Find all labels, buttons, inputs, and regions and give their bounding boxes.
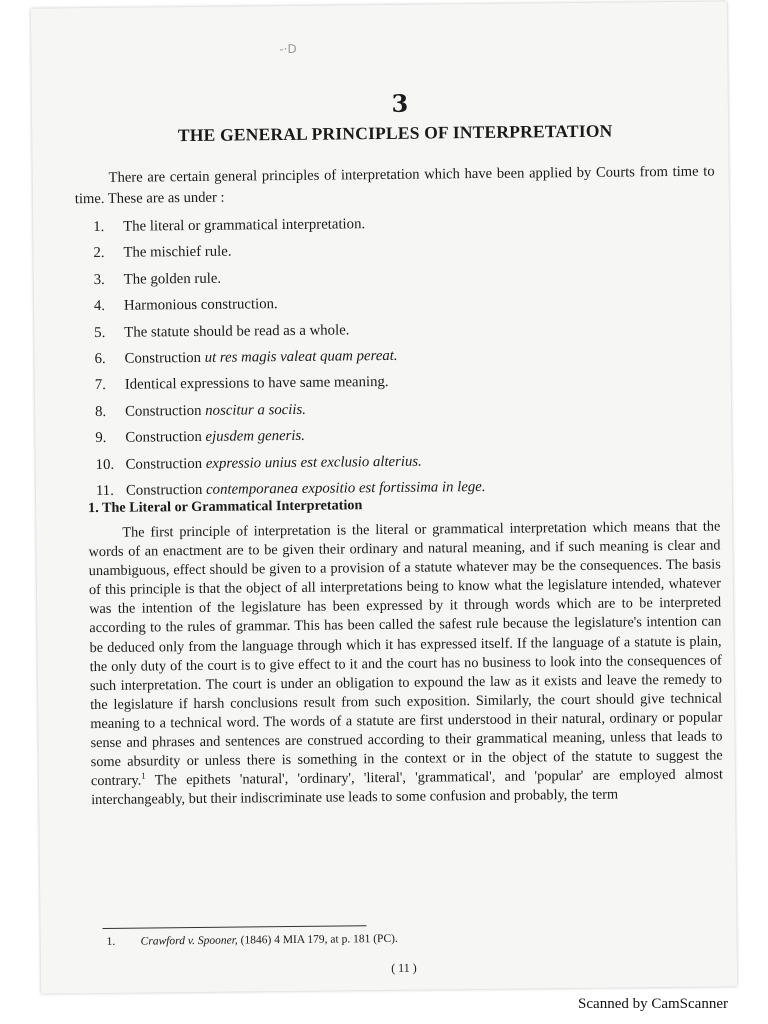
page-number: ( 11 ): [391, 960, 417, 975]
list-item: 2. The mischief rule.: [93, 243, 232, 262]
list-item: 9. Construction ejusdem generis.: [95, 427, 306, 447]
chapter-title: THE GENERAL PRINCIPLES OF INTERPRETATION: [177, 120, 613, 146]
principles-list: [93, 208, 696, 505]
list-item: 6. Construction ut res magis valeat quam pereat.: [94, 347, 398, 367]
list-item: 1. The literal or grammatical interpretation.: [93, 216, 366, 236]
footnote-reference: 1: [141, 770, 146, 782]
footnote: 1. Crawford v. Spooner, (1846) 4 MIA 179, at p. 181 (PC).: [106, 932, 398, 948]
body-text-part-2: The epithets 'natural', 'ordinary', 'literal', 'grammatical', and 'popular' are employed almost interchangeably, but their indiscriminate use leads to some confusion and probably, the term: [91, 766, 724, 809]
scanner-watermark: Scanned by CamScanner: [578, 996, 728, 1012]
intro-paragraph: There are certain general principles of interpretation which have been applied by Courts from time to time. These are as under :: [74, 163, 715, 208]
section-body: [88, 517, 723, 810]
footnote-divider: [102, 925, 366, 929]
list-item: 11. Construction contemporanea expositio est fortissima in lege.: [95, 478, 486, 499]
stray-pen-mark: -·D: [279, 41, 297, 57]
list-item: 10. Construction expressio unius est exclusio alterius.: [95, 453, 422, 473]
list-item: 8. Construction noscitur a sociis.: [95, 401, 307, 420]
section-heading: 1. The Literal or Grammatical Interpretation: [88, 497, 363, 517]
list-item: 3. The golden rule.: [93, 270, 222, 288]
list-item: 5. The statute should be read as a whole.: [94, 321, 350, 341]
list-item: 7. Identical expressions to have same meaning.: [94, 374, 389, 394]
body-text-part-1: The first principle of interpretation is the literal or grammatical interpretation which means that the words of an enactment are to be given their ordinary and natural meaning, and if such meaning is clear and unambiguous, effect should be given to a provision of a statute whatever may be the consequences. The basis of this principle is that the object of all interpretations being to know what the legislature intended, whatever was the intention of the legislature has been expressed by it through words which are to be interpreted according to the rules of grammar. This has been called the safest rule because the legislature's intention can be deduced only from the language through which it has expressed itself. If the language of a statute is plain, the only duty of the court is to give effect to it and the court has no business to look into the consequences of such interpretation. The court is under an obligation to expound the law as it exists and leave the remedy to the legislature if harsh conclusions result from such exposition. Similarly, the court should give technical meaning to a technical word. The words of a statute are first understood in their natural, ordinary or popular sense and phrases and sentences are construed according to their grammatical meaning, unless that leads to some absurdity or unless there is something in the context or in the object of the statute to suggest the contrary.: [88, 518, 723, 790]
list-item: 4. Harmonious construction.: [93, 296, 278, 315]
chapter-number: 3: [391, 88, 409, 118]
scanned-page: [31, 1, 737, 993]
